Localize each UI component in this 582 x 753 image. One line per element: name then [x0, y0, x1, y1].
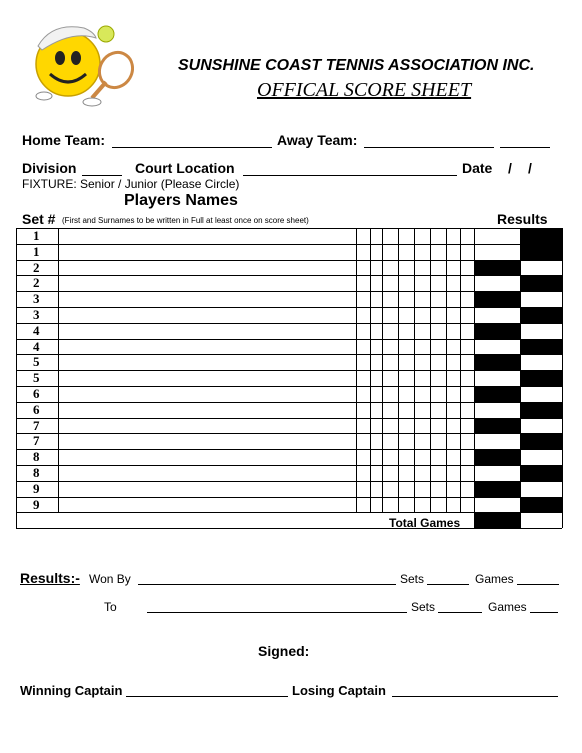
player-name-cell[interactable] [0, 192, 296, 207]
results-column-label: Results [497, 211, 548, 227]
table-column-line [414, 228, 415, 512]
table-column-line [446, 228, 447, 512]
to-games-field[interactable] [530, 612, 558, 613]
player-name-cell[interactable] [0, 148, 296, 163]
player-name-cell[interactable] [0, 178, 296, 193]
table-column-line [356, 228, 357, 512]
won-by-games-field[interactable] [517, 584, 559, 585]
division-label: Division [22, 160, 77, 176]
to-field[interactable] [147, 612, 407, 613]
table-row-line [16, 433, 562, 434]
won-by-sets-field[interactable] [427, 584, 469, 585]
set-number: 3 [33, 291, 40, 307]
table-row-line [16, 402, 562, 403]
player-name-cell[interactable] [0, 104, 296, 119]
player-name-cell[interactable] [0, 30, 296, 45]
set-number: 8 [33, 465, 40, 480]
result-shaded-cell [521, 307, 562, 323]
set-number: 5 [33, 354, 40, 370]
result-shaded-cell [521, 244, 562, 260]
set-number: 1 [33, 243, 40, 259]
result-shaded-cell [521, 465, 562, 481]
set-number: 1 [33, 228, 40, 243]
organization-name: SUNSHINE COAST TENNIS ASSOCIATION INC. [178, 57, 535, 74]
set-number: 3 [33, 307, 40, 322]
table-row-line [16, 497, 562, 498]
result-shaded-cell [475, 260, 520, 276]
won-by-field[interactable] [138, 584, 396, 585]
table-border [562, 228, 563, 528]
player-name-cell[interactable] [0, 59, 296, 74]
table-row-line [16, 528, 384, 529]
to-label: To [104, 600, 117, 614]
player-name-cell[interactable] [0, 89, 296, 104]
player-name-cell[interactable] [0, 44, 296, 59]
result-shaded-cell [521, 497, 562, 513]
sets-label: Sets [411, 600, 436, 614]
result-shaded-cell [521, 402, 562, 418]
result-shaded-cell [521, 275, 562, 291]
set-number: 7 [33, 417, 40, 433]
result-shaded-cell [475, 512, 520, 528]
result-shaded-cell [475, 323, 520, 339]
won-by-label: Won By [89, 572, 131, 586]
players-names-heading: Players Names [124, 192, 238, 209]
losing-captain-field[interactable] [392, 696, 558, 697]
table-column-line [460, 228, 461, 512]
date-separator: / [508, 160, 512, 176]
player-name-cell[interactable] [0, 0, 296, 15]
table-row-line [16, 228, 562, 229]
table-column-line [370, 228, 371, 512]
player-name-cell[interactable] [0, 163, 296, 178]
result-shaded-cell [475, 291, 520, 307]
signed-label: Signed: [258, 643, 310, 659]
games-label: Games [475, 572, 514, 586]
player-name-cell[interactable] [0, 74, 296, 89]
sets-label: Sets [400, 572, 425, 586]
player-name-cell[interactable] [0, 15, 296, 30]
table-row-line [16, 307, 562, 308]
set-number: 5 [33, 370, 40, 386]
result-shaded-cell [521, 228, 562, 244]
result-shaded-cell [475, 449, 520, 465]
result-shaded-cell [475, 418, 520, 434]
table-row-line [16, 275, 562, 276]
set-number: 6 [33, 386, 40, 401]
result-shaded-cell [521, 339, 562, 355]
result-shaded-cell [475, 481, 520, 497]
table-row-line [16, 244, 562, 245]
home-team-label: Home Team: [22, 132, 105, 148]
table-column-line [430, 228, 431, 512]
result-shaded-cell [475, 354, 520, 370]
set-number: 7 [33, 433, 40, 449]
player-name-cell[interactable] [0, 222, 296, 237]
winning-captain-label: Winning Captain [20, 683, 123, 698]
table-row-line [16, 370, 562, 371]
set-number: 8 [33, 449, 40, 465]
player-name-cell[interactable] [0, 133, 296, 148]
date-label: Date [462, 160, 493, 176]
set-number: 4 [33, 322, 40, 338]
table-row-line [16, 339, 562, 340]
set-number: 2 [33, 275, 40, 291]
set-number: 9 [33, 496, 40, 512]
total-games-label: Total Games [389, 516, 461, 530]
table-column-line [58, 228, 59, 512]
losing-captain-label: Losing Captain [292, 683, 386, 698]
away-team-label: Away Team: [277, 132, 358, 148]
set-number: 6 [33, 401, 40, 417]
result-shaded-cell [475, 386, 520, 402]
date-separator: / [528, 160, 532, 176]
set-number: 9 [33, 480, 40, 496]
winning-captain-field[interactable] [126, 696, 288, 697]
court-location-label: Court Location [135, 160, 235, 176]
result-shaded-cell [521, 370, 562, 386]
table-column-line [398, 228, 399, 512]
fixture-text: FIXTURE: Senior / Junior (Please Circle) [22, 177, 240, 191]
player-name-cell[interactable] [0, 118, 296, 133]
player-name-cell[interactable] [0, 207, 296, 222]
table-row-line [16, 465, 562, 466]
to-sets-field[interactable] [438, 612, 482, 613]
table-column-line [382, 228, 383, 512]
set-number-label: Set # [22, 211, 56, 227]
result-shaded-cell [521, 433, 562, 449]
table-border [16, 228, 17, 528]
games-label: Games [488, 600, 527, 614]
instruction-text: (First and Surnames to be written in Full at least once on score sheet) [62, 216, 309, 225]
set-number: 2 [33, 259, 40, 275]
results-heading: Results:- [20, 570, 80, 586]
sheet-title: OFFICAL SCORE SHEET [257, 79, 472, 101]
set-number: 4 [33, 338, 40, 354]
